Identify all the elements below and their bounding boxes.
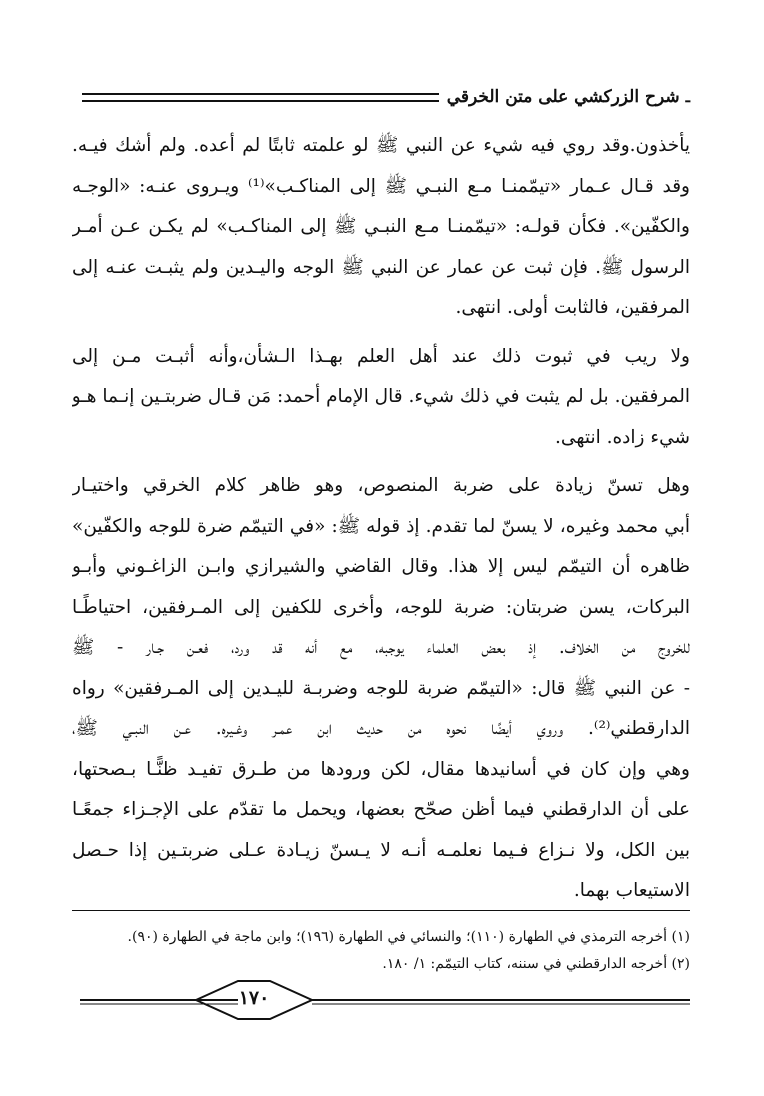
header-rule (82, 93, 439, 102)
paragraph-gap (72, 329, 690, 337)
text-line: المرفقين. بل لم يثبت في ذلك شيء. قال الإمام أحمد: مَن قـال ضربتـين إنـما هـو (72, 386, 690, 407)
text-line: الرسول ﷺ. فإن ثبت عن عمار عن النبي ﷺ الوجه واليـدين ولم يثبـت عنـه إلى (72, 256, 690, 278)
page-number-frame (80, 978, 690, 1022)
paragraph-gap (72, 458, 690, 466)
text-line: على أن الدارقطني فيما أظن صحّح بعضها، ويحمل ما تقدّم على الإجـزاء جمعًـا (72, 799, 690, 820)
text-line: البركات، يسن ضربتان: ضربة للوجه، وأخرى للكفين إلى المـرفقين، احتياطًـا (72, 596, 690, 618)
text-line: الاستيعاب بهما. (573, 880, 690, 901)
text-line: وهل تسنّ زيادة على ضربة المنصوص، وهو ظاهر كلام الخرقي واختيـار (72, 475, 690, 496)
text-line: بين الكل، ولا نـزاع فـيما نعلمـه أنـه لا يـسنّ زيـادة عـلى ضربتـين إذا حـصل (72, 839, 690, 861)
footnotes (72, 924, 690, 978)
text-line: - عن النبي ﷺ قال: «التيمّم ضربة للوجه وضربـة لليـدين إلى المـرفقين» رواه (72, 677, 690, 699)
page-number-ornament (80, 978, 690, 1022)
text-line: شيء زاده. انتهى. (555, 426, 690, 448)
text-line: وقد قـال عـمار «تيمّمنـا مـع النبـي ﷺ إلى المناكـب»⁽¹⁾ ويـروى عنـه: «الوجـه (72, 175, 690, 197)
footnote-2: (٢) أخرجه الدارقطني في سننه، كتاب التيمّم: ١/ ١٨٠. (382, 956, 690, 972)
footnote-separator (72, 910, 690, 911)
text-line: أبي محمد وغيره، لا يسنّ لما تقدم. إذ قوله ﷺ: «في التيمّم ضرة للوجه والكفّين» (72, 515, 690, 537)
running-header (82, 84, 690, 110)
book-title: شرح الزركشي على متن الخرقي (446, 87, 680, 107)
page-number: ١٧٠ (238, 987, 270, 1009)
text-line: وهي وإن كان في أسانيدها مقال، لكن ورودها من طـرق تفيـد ظنًّـا بـصحتها، (72, 758, 690, 780)
text-line: المرفقين، فالثابت أولى. انتهى. (455, 297, 690, 318)
text-line: والكفّين». فكأن قولـه: «تيمّمنـا مـع النبـي ﷺ إلى المناكـب» لم يكـن عـن أمـر (72, 216, 690, 237)
footnote-1: (١) أخرجه الترمذي في الطهارة (١١٠)؛ والنسائي في الطهارة (١٩٦)؛ وابن ماجة في الطهارة (٩٠). (127, 929, 690, 945)
text-line: للخروج من الخلاف. إذ بعض العلماء يوجبه، مع أنه قد ورد، فعـن جـار - ﷺ (72, 637, 690, 658)
text-line: ولا ريب في ثبوت ذلك عند أهل العلم بهـذا الـشأن،وأنه أثبـت مـن إلى (72, 345, 690, 367)
text-line: ظاهره أن التيمّم ليس إلا هذا. وقال القاضي والشيرازي وابـن الزاغـوني وأبـو (72, 556, 690, 577)
text-line: الدارقطني⁽²⁾. وروي أيضًا نحوه من حديث ابن عمـر وغـيره. عـن النبـي ﷺ، (72, 718, 690, 739)
header-dash: ـ (685, 88, 690, 106)
text-line: يأخذون.وقد روي فيه شيء عن النبي ﷺ لو علمته ثابتًا لم أعده. ولم أشك فيـه. (72, 135, 690, 156)
main-text (72, 126, 690, 912)
